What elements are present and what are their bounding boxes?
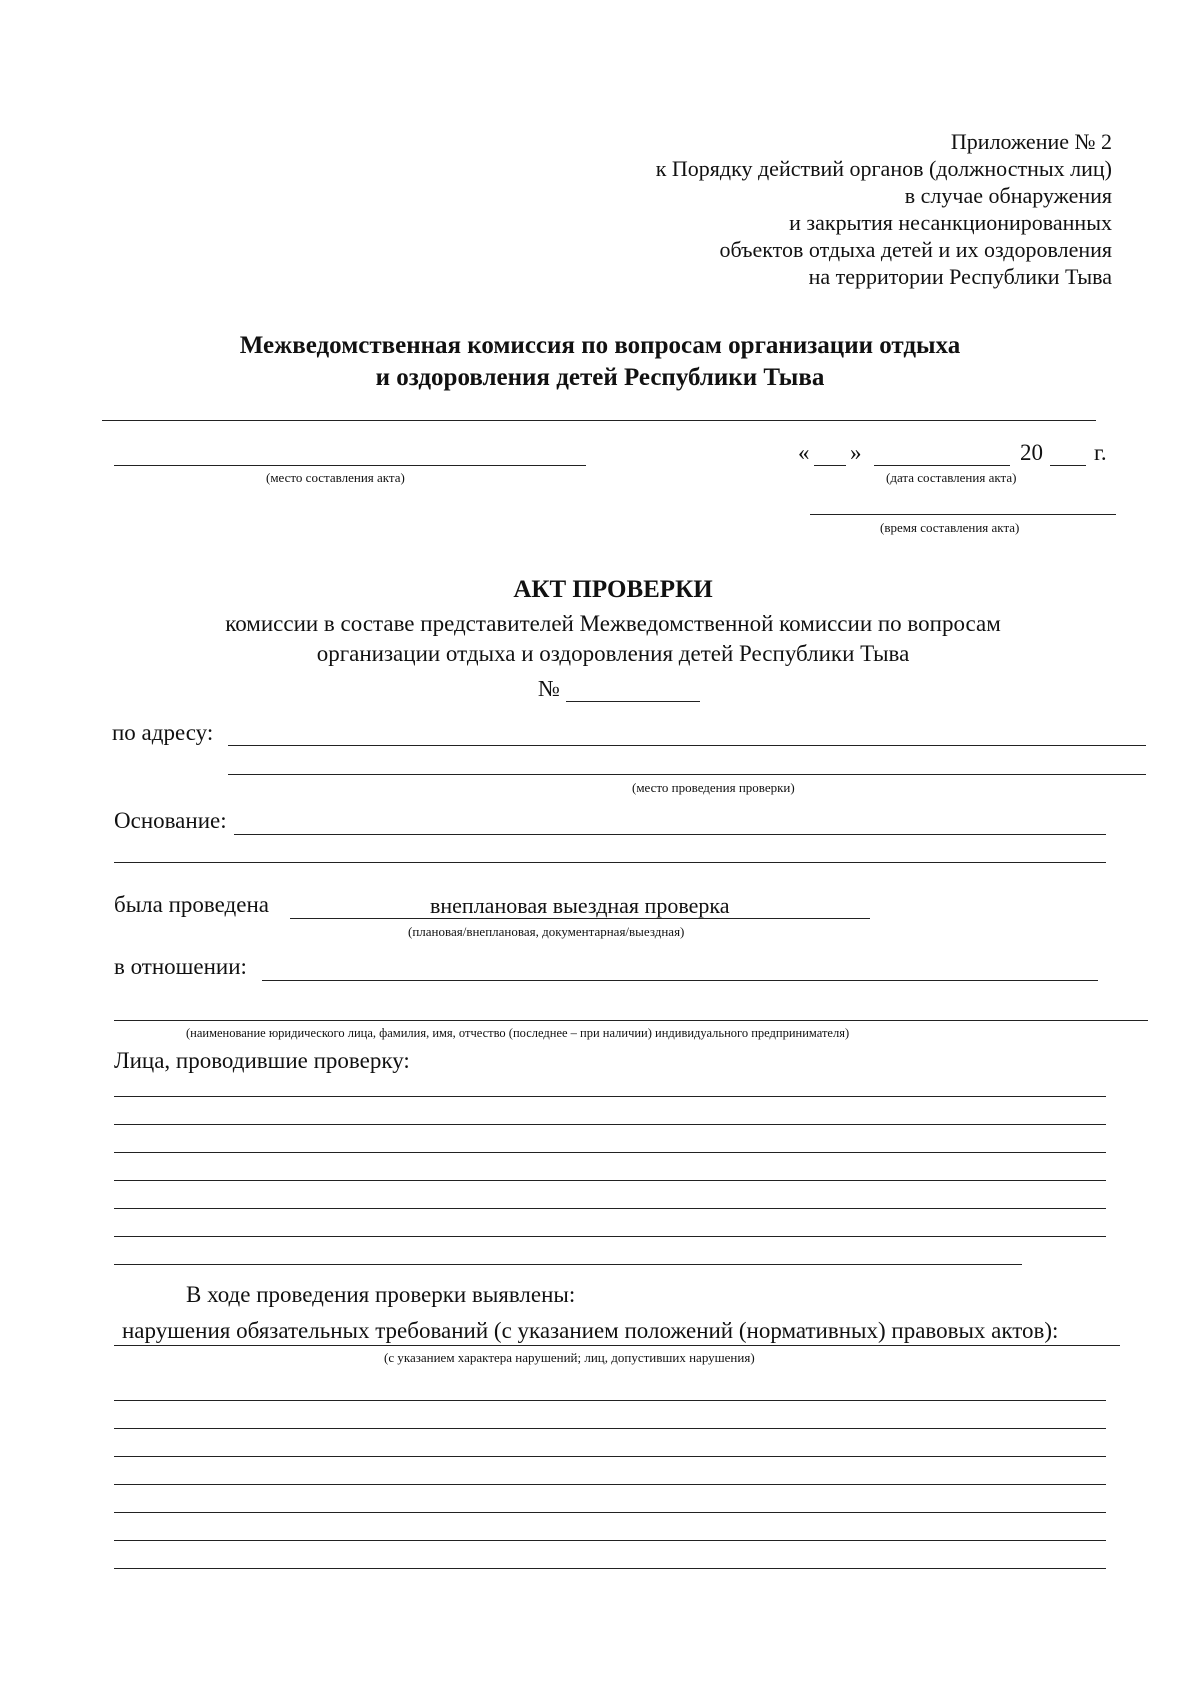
address-field-1[interactable] [228,745,1146,746]
appendix-line: в случае обнаружения [904,183,1112,208]
subject-field-1[interactable] [262,980,1098,981]
appendix-line: Приложение № 2 [950,129,1112,154]
appendix-line: к Порядку действий органов (должностных лиц) [655,156,1112,181]
basis-field-2[interactable] [114,862,1106,863]
address-label: по адресу: [112,720,214,745]
findings-line-3[interactable] [114,1456,1106,1457]
commission-underline [102,420,1096,421]
quote-close: » [850,440,862,465]
inspectors-line-4[interactable] [114,1180,1106,1181]
address-caption: (место проведения проверки) [632,780,795,795]
place-field[interactable] [114,465,586,466]
year-prefix: 20 [1020,440,1043,465]
findings-caption: (с указанием характера нарушений; лиц, допустивших нарушения) [384,1350,755,1365]
appendix-block [656,128,1112,290]
act-subtitle [0,609,1200,669]
address-field-2[interactable] [228,774,1146,775]
appendix-line: на территории Республики Тыва [808,264,1112,289]
findings-line-4[interactable] [114,1484,1106,1485]
quote-open: « [798,440,810,465]
inspectors-line-3[interactable] [114,1152,1106,1153]
inspectors-line-1[interactable] [114,1096,1106,1097]
act-number-field[interactable] [566,701,700,702]
commission-title [0,330,1200,394]
inspectors-line-6[interactable] [114,1236,1106,1237]
place-caption: (место составления акта) [266,470,405,485]
inspectors-label: Лица, проводившие проверку: [114,1048,410,1073]
basis-label: Основание: [114,808,227,833]
month-field[interactable] [874,465,1010,466]
subject-field-2[interactable] [114,1020,1148,1021]
inspection-label: была проведена [114,892,269,917]
findings-line-7[interactable] [114,1568,1106,1569]
date-caption: (дата составления акта) [886,470,1017,485]
time-field[interactable] [810,514,1116,515]
appendix-line: и закрытия несанкционированных [789,210,1112,235]
year-field[interactable] [1050,465,1086,466]
year-suffix: г. [1094,440,1107,465]
findings-line-5[interactable] [114,1512,1106,1513]
findings-line-2[interactable] [114,1428,1106,1429]
commission-title-line2: и оздоровления детей Республики Тыва [375,364,825,391]
act-title: АКТ ПРОВЕРКИ [513,576,713,603]
findings-underline [114,1345,1120,1346]
commission-title-line1: Межведомственная комиссия по вопросам организации отдыха [239,332,961,359]
inspection-value: внеплановая выездная проверка [430,893,730,918]
subject-caption: (наименование юридического лица, фамилия, имя, отчество (последнее – при наличии) индивидуального предпринимателя) [186,1026,850,1040]
findings-line-6[interactable] [114,1540,1106,1541]
findings-line-1[interactable] [114,1400,1106,1401]
act-subtitle-line2: организации отдыха и оздоровления детей Республики Тыва [316,641,910,666]
subject-label: в отношении: [114,954,247,979]
inspectors-line-5[interactable] [114,1208,1106,1209]
inspectors-line-7[interactable] [114,1264,1022,1265]
findings-violations: нарушения обязательных требований (с указанием положений (нормативных) правовых актов): [122,1318,1059,1343]
day-field[interactable] [814,465,846,466]
inspection-caption: (плановая/внеплановая, документарная/выездная) [408,924,685,939]
act-number-label: № [538,676,560,701]
basis-field-1[interactable] [234,834,1106,835]
act-subtitle-line1: комиссии в составе представителей Межведомственной комиссии по вопросам [225,611,1001,636]
appendix-line: объектов отдыха детей и их оздоровления [719,237,1112,262]
findings-intro: В ходе проведения проверки выявлены: [186,1282,576,1307]
time-caption: (время составления акта) [880,520,1020,535]
inspectors-line-2[interactable] [114,1124,1106,1125]
